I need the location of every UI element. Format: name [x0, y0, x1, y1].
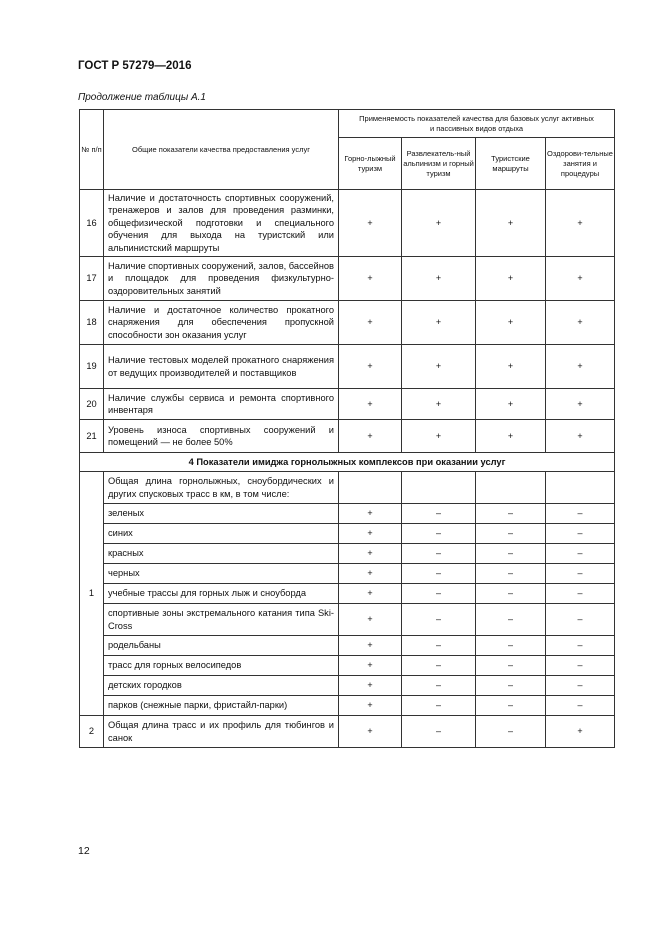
- mark: +: [339, 524, 402, 544]
- mark: –: [402, 544, 476, 564]
- mark: +: [339, 544, 402, 564]
- table-caption: Продолжение таблицы А.1: [78, 92, 206, 103]
- row-text: Уровень износа спортивных сооружений и помещений — не более 50%: [104, 420, 339, 453]
- table-row: [80, 604, 615, 636]
- mark: –: [402, 504, 476, 524]
- mark: –: [546, 584, 615, 604]
- mark: –: [546, 676, 615, 696]
- mark: +: [476, 301, 546, 345]
- mark: +: [476, 389, 546, 420]
- header-applicability: Применяемость показателей качества для базовых услуг активных и пассивных видов отдыха: [339, 110, 615, 138]
- mark: +: [402, 345, 476, 389]
- mark: –: [402, 716, 476, 748]
- header-col-routes: Туристские маршруты: [476, 138, 546, 190]
- table-row: [80, 544, 615, 564]
- row-text: Наличие тестовых моделей прокатного снаряжения от ведущих производителей и поставщиков: [104, 345, 339, 389]
- mark: +: [339, 604, 402, 636]
- mark: +: [402, 257, 476, 301]
- row-text: родельбаны: [104, 636, 339, 656]
- mark: –: [476, 696, 546, 716]
- mark: +: [339, 190, 402, 257]
- mark: +: [546, 716, 615, 748]
- mark: [402, 472, 476, 504]
- mark: –: [476, 604, 546, 636]
- mark: –: [476, 656, 546, 676]
- table-row: [80, 716, 615, 748]
- row-text: учебные трассы для горных лыж и сноуборда: [104, 584, 339, 604]
- mark: [476, 472, 546, 504]
- mark: –: [402, 676, 476, 696]
- row-text: детских городков: [104, 676, 339, 696]
- mark: +: [546, 257, 615, 301]
- table-row: [80, 257, 615, 301]
- mark: –: [546, 696, 615, 716]
- mark: –: [546, 524, 615, 544]
- row-text: Общая длина горнолыжных, сноубордических и других спусковых трасс в км, в том числе:: [104, 472, 339, 504]
- row-num: 21: [80, 420, 104, 453]
- row-num: 18: [80, 301, 104, 345]
- row-text: трасс для горных велосипедов: [104, 656, 339, 676]
- mark: –: [476, 636, 546, 656]
- table-row: [80, 345, 615, 389]
- table-row: [80, 584, 615, 604]
- header-col-wellness: Оздорови-тельные занятия и процедуры: [546, 138, 615, 190]
- table-row: [80, 636, 615, 656]
- table-row: [80, 190, 615, 257]
- row-num: 19: [80, 345, 104, 389]
- mark: –: [476, 584, 546, 604]
- row-num: 16: [80, 190, 104, 257]
- mark: –: [402, 564, 476, 584]
- mark: –: [476, 716, 546, 748]
- mark: [339, 472, 402, 504]
- mark: +: [339, 636, 402, 656]
- mark: +: [402, 389, 476, 420]
- section-4-heading: 4 Показатели имиджа горнолыжных комплексов при оказании услуг: [80, 453, 615, 472]
- mark: +: [402, 190, 476, 257]
- mark: +: [546, 345, 615, 389]
- mark: –: [402, 584, 476, 604]
- table-row: [80, 524, 615, 544]
- mark: +: [546, 301, 615, 345]
- mark: –: [476, 504, 546, 524]
- mark: +: [339, 504, 402, 524]
- quality-indicators-table: [79, 109, 615, 748]
- mark: –: [476, 564, 546, 584]
- mark: +: [339, 564, 402, 584]
- row-text: Наличие и достаточность спортивных сооружений, тренажеров и залов для проведения разминки, общефизической подготовки и специального обучения для выхода на туристский или альпинистский маршруты: [104, 190, 339, 257]
- page-number: 12: [78, 845, 90, 857]
- row-num: 1: [80, 472, 104, 716]
- document-code: ГОСТ Р 57279—2016: [78, 60, 192, 72]
- table-row: [80, 389, 615, 420]
- table-row: [80, 676, 615, 696]
- mark: +: [339, 676, 402, 696]
- row-num: 2: [80, 716, 104, 748]
- mark: –: [546, 656, 615, 676]
- mark: +: [402, 301, 476, 345]
- mark: +: [339, 716, 402, 748]
- mark: –: [402, 636, 476, 656]
- mark: –: [546, 544, 615, 564]
- table-row: [80, 472, 615, 504]
- table-row: [80, 564, 615, 584]
- mark: +: [339, 389, 402, 420]
- mark: –: [402, 656, 476, 676]
- mark: +: [339, 301, 402, 345]
- table-row: [80, 301, 615, 345]
- mark: +: [546, 190, 615, 257]
- mark: –: [546, 604, 615, 636]
- mark: –: [546, 504, 615, 524]
- header-col-ski: Горно-лыжный туризм: [339, 138, 402, 190]
- table-row: [80, 504, 615, 524]
- mark: +: [339, 584, 402, 604]
- table-row: [80, 656, 615, 676]
- row-text: Наличие службы сервиса и ремонта спортивного инвентаря: [104, 389, 339, 420]
- mark: –: [402, 524, 476, 544]
- row-text: Наличие и достаточное количество прокатного снаряжения для обеспечения пропускной способности зон оказания услуг: [104, 301, 339, 345]
- mark: –: [476, 676, 546, 696]
- mark: +: [476, 345, 546, 389]
- table-row: [80, 420, 615, 453]
- row-text: синих: [104, 524, 339, 544]
- mark: +: [546, 420, 615, 453]
- mark: +: [546, 389, 615, 420]
- header-col-alpinism: Развлекатель-ный альпинизм и горный туризм: [402, 138, 476, 190]
- row-num: 20: [80, 389, 104, 420]
- row-num: 17: [80, 257, 104, 301]
- row-text: зеленых: [104, 504, 339, 524]
- mark: –: [546, 636, 615, 656]
- mark: –: [476, 524, 546, 544]
- mark: –: [476, 544, 546, 564]
- mark: +: [476, 420, 546, 453]
- header-num: № п/п: [80, 110, 104, 190]
- mark: +: [339, 656, 402, 676]
- table-row: [80, 696, 615, 716]
- mark: +: [339, 345, 402, 389]
- mark: +: [339, 257, 402, 301]
- mark: +: [339, 696, 402, 716]
- mark: [546, 472, 615, 504]
- row-text: красных: [104, 544, 339, 564]
- mark: –: [546, 564, 615, 584]
- row-text: Наличие спортивных сооружений, залов, бассейнов и площадок для проведения физкультурно-оздоровительных занятий: [104, 257, 339, 301]
- mark: +: [402, 420, 476, 453]
- row-text: Общая длина трасс и их профиль для тюбингов и санок: [104, 716, 339, 748]
- mark: +: [476, 257, 546, 301]
- mark: +: [476, 190, 546, 257]
- row-text: спортивные зоны экстремального катания типа Ski-Cross: [104, 604, 339, 636]
- mark: –: [402, 696, 476, 716]
- mark: +: [339, 420, 402, 453]
- header-general-indicators: Общие показатели качества предоставления услуг: [104, 110, 339, 190]
- mark: –: [402, 604, 476, 636]
- row-text: парков (снежные парки, фристайл-парки): [104, 696, 339, 716]
- row-text: черных: [104, 564, 339, 584]
